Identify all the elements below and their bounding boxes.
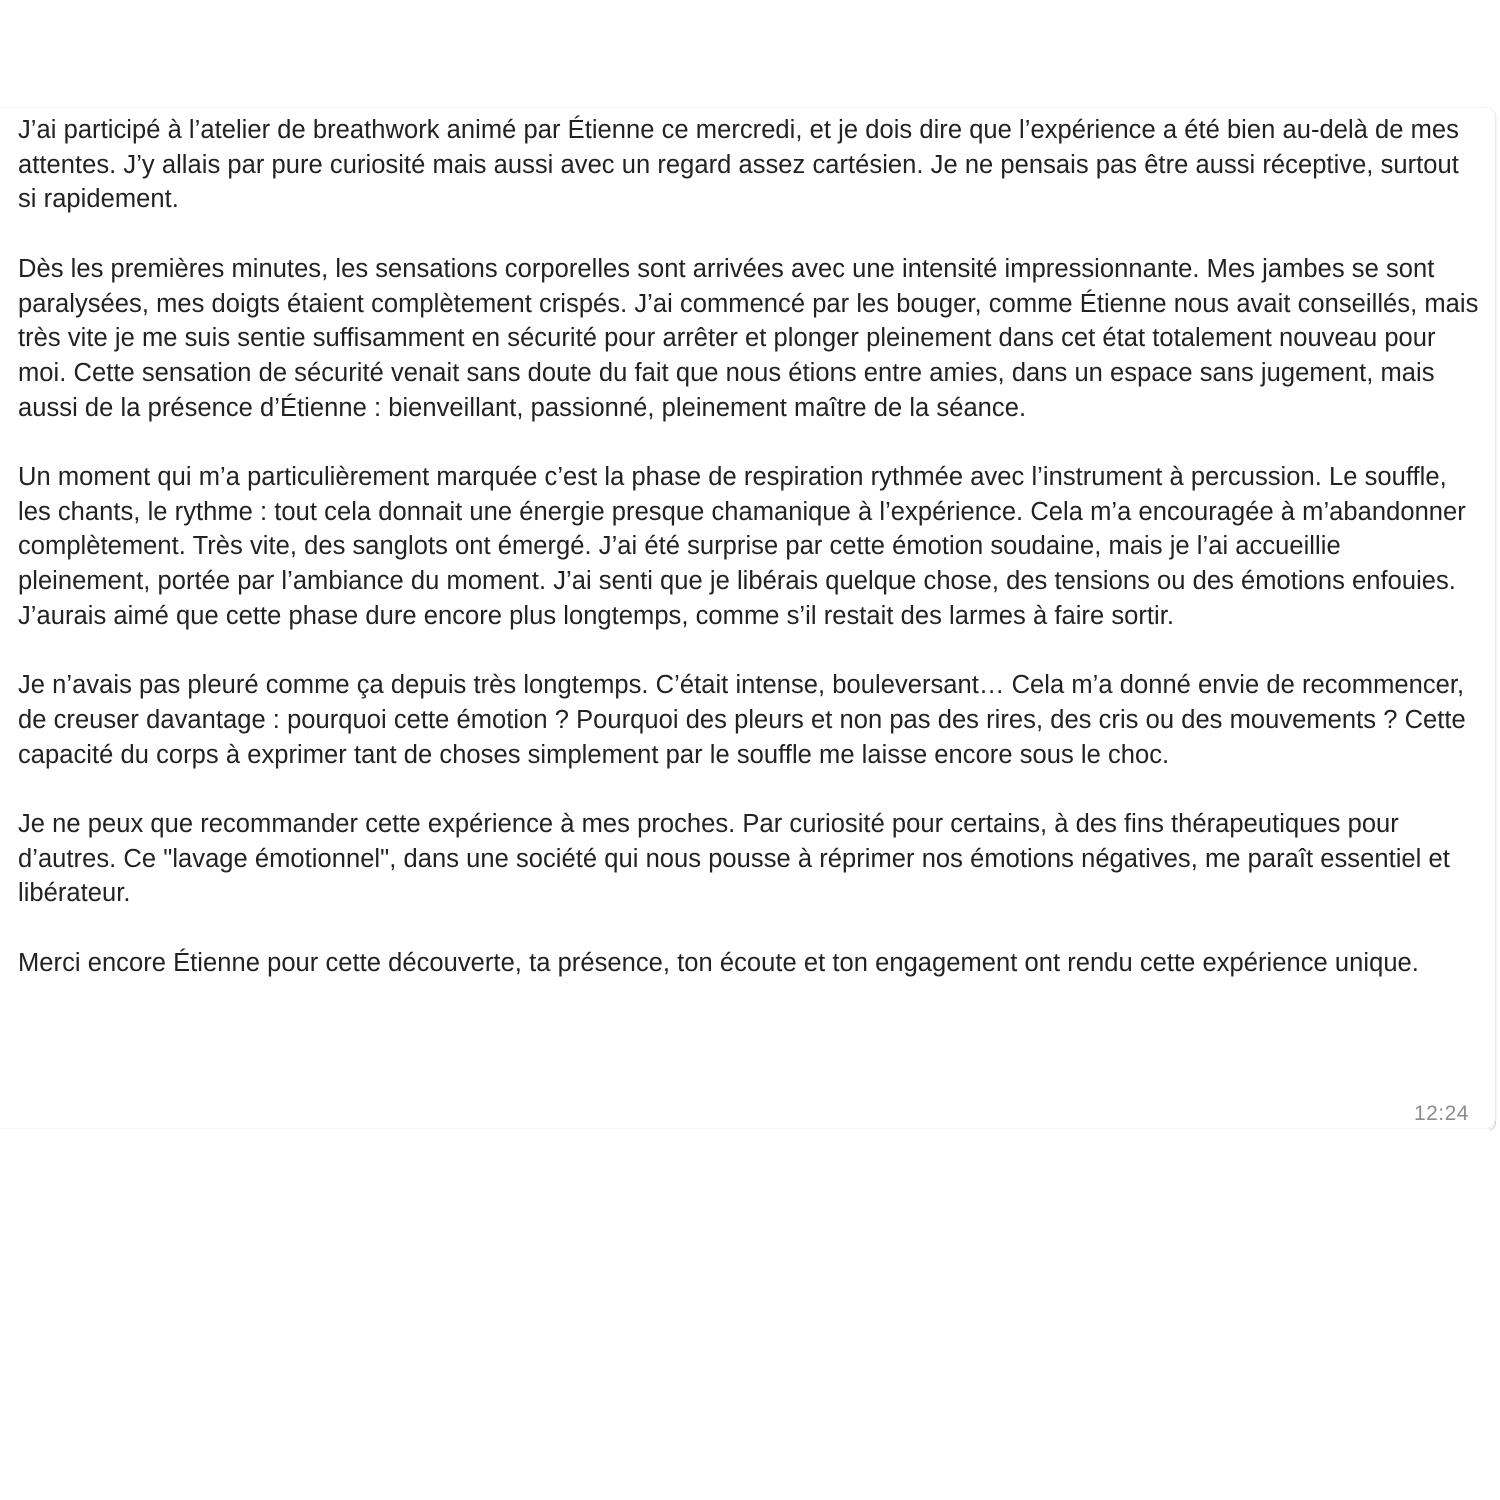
- message-paragraph: J’ai participé à l’atelier de breathwork animé par Étienne ce mercredi, et je dois dire que l’expérience a été bien au-delà de mes attentes. J’y allais par pure curiosité mais aussi avec un regard assez cartésien. Je ne pensais pas être aussi réceptive, surtout si rapidement.: [18, 116, 1459, 214]
- message-paragraph: Je n’avais pas pleuré comme ça depuis très longtemps. C’était intense, bouleversant… Cela m’a donné envie de recommencer, de creuser davantage : pourquoi cette émotion ? Pourquoi des pleurs et non pas des rires, des cris ou des mouvements ? Cette capacité du corps à exprimer tant de choses simplement par le souffle me laisse encore sous le choc.: [18, 671, 1466, 769]
- chat-area: [0, 108, 1500, 1128]
- message-paragraph: Un moment qui m’a particulièrement marquée c’est la phase de respiration rythmée avec l’instrument à percussion. Le souffle, les chants, le rythme : tout cela donnait une énergie presque chamanique à l’expérience. Cela m’a encouragée à m’abandonner complètement. Très vite, des sanglots ont émergé. J’ai été surprise par cette émotion soudaine, mais je l’ai accueillie pleinement, portée par l’ambiance du moment. J’ai senti que je libérais quelque chose, des tensions ou des émotions enfouies. J’aurais aimé que cette phase dure encore plus longtemps, comme s’il restait des larmes à faire sortir.: [18, 463, 1466, 630]
- message-bubble[interactable]: [0, 108, 1495, 1128]
- message-paragraph: Je ne peux que recommander cette expérience à mes proches. Par curiosité pour certains, à des fins thérapeutiques pour d’autres. Ce "lavage émotionnel", dans une société qui nous pousse à réprimer nos émotions négatives, me paraît essentiel et libérateur.: [18, 810, 1450, 908]
- message-paragraph: Merci encore Étienne pour cette découverte, ta présence, ton écoute et ton engagement ont rendu cette expérience unique.: [18, 948, 1419, 977]
- message-text: [18, 113, 1480, 981]
- message-timestamp: 12:24: [1413, 1102, 1469, 1125]
- message-paragraph: Dès les premières minutes, les sensations corporelles sont arrivées avec une intensité impressionnante. Mes jambes se sont paralysées, mes doigts étaient complètement crispés. J’ai commencé par les bouger, comme Étienne nous avait conseillés, mais très vite je me suis sentie suffisamment en sécurité pour arrêter et plonger pleinement dans cet état totalement nouveau pour moi. Cette sensation de sécurité venait sans doute du fait que nous étions entre amies, dans un espace sans jugement, mais aussi de la présence d’Étienne : bienveillant, passionné, pleinement maître de la séance.: [18, 254, 1479, 422]
